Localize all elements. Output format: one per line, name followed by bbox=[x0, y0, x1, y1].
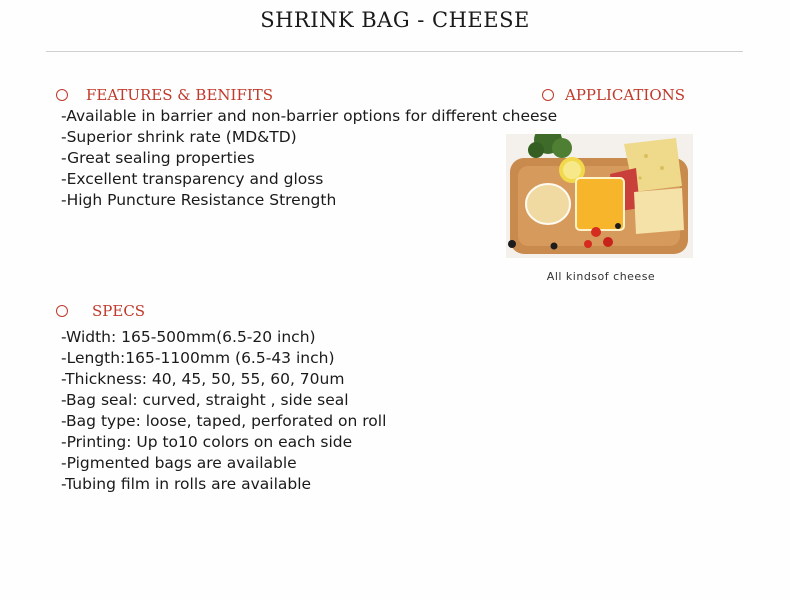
specs-list bbox=[61, 327, 386, 495]
list-item: -Width: 165-500mm(6.5-20 inch) bbox=[61, 328, 316, 346]
circle-bullet-icon bbox=[56, 305, 68, 317]
features-heading-label: FEATURES & BENIFITS bbox=[86, 86, 274, 104]
list-item: -Bag seal: curved, straight , side seal bbox=[61, 391, 349, 409]
applications-heading-label: APPLICATIONS bbox=[565, 86, 686, 104]
applications-heading bbox=[542, 86, 685, 104]
specs-heading-label: SPECS bbox=[92, 302, 146, 320]
specs-heading bbox=[56, 302, 145, 320]
list-item: -Printing: Up to10 colors on each side bbox=[61, 433, 353, 451]
features-heading bbox=[56, 86, 273, 104]
list-item: -Length:165-1100mm (6.5-43 inch) bbox=[61, 349, 335, 367]
circle-bullet-icon bbox=[542, 89, 554, 101]
list-item: -Bag type: loose, taped, perforated on roll bbox=[61, 412, 387, 430]
list-item: -Superior shrink rate (MD&TD) bbox=[61, 128, 297, 146]
list-item: -Great sealing properties bbox=[61, 149, 255, 167]
list-item: -Available in barrier and non-barrier options for different cheese bbox=[61, 107, 558, 125]
list-item: -High Puncture Resistance Strength bbox=[61, 191, 337, 209]
title-divider bbox=[46, 51, 743, 52]
list-item: -Pigmented bags are available bbox=[61, 454, 297, 472]
page-title: SHRINK BAG - CHEESE bbox=[260, 8, 530, 32]
list-item: -Tubing film in rolls are available bbox=[61, 475, 312, 493]
photo-caption: All kindsof cheese bbox=[546, 270, 656, 283]
circle-bullet-icon bbox=[56, 89, 68, 101]
features-list bbox=[61, 106, 557, 211]
list-item: -Excellent transparency and gloss bbox=[61, 170, 324, 188]
cheese-photo bbox=[506, 134, 693, 258]
list-item: -Thickness: 40, 45, 50, 55, 60, 70um bbox=[61, 370, 345, 388]
